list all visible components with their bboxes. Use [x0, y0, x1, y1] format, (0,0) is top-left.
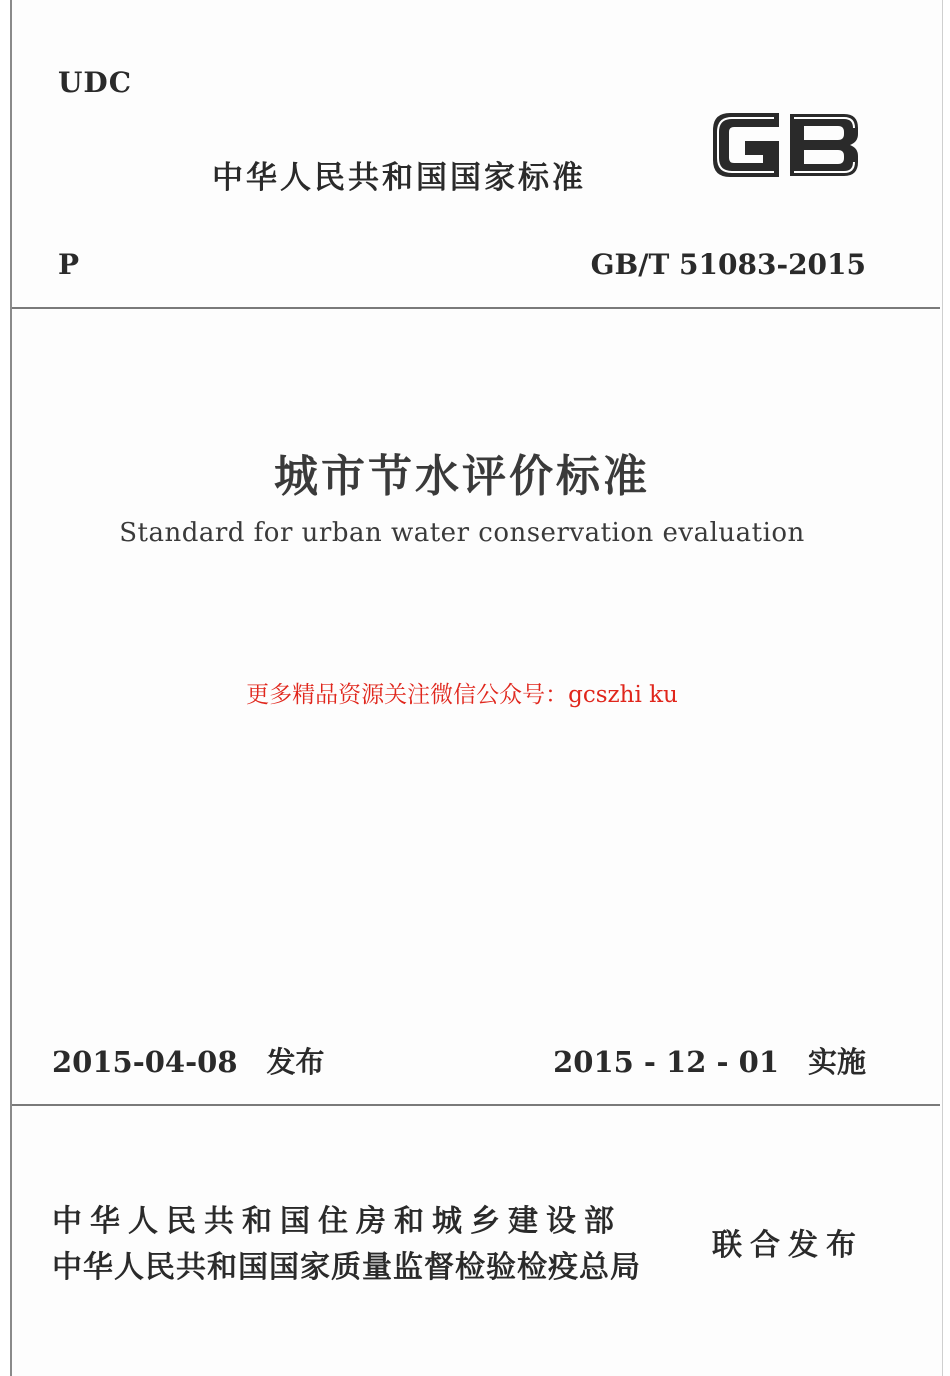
issuer-administration: 中华人民共和国国家质量监督检验检疫总局: [52, 1250, 641, 1285]
gb-logo-icon: [700, 100, 870, 190]
issuer-ministry: 中华人民共和国住房和城乡建设部: [52, 1204, 622, 1239]
title-chinese: 城市节水评价标准: [274, 451, 650, 502]
title-english: Standard for urban water conservation evaluation: [119, 518, 805, 548]
udc-label: UDC: [58, 66, 132, 99]
standard-cover: [10, 0, 943, 1376]
standard-type: 中华人民共和国国家标准: [212, 160, 586, 196]
joint-issue-label: 联合发布: [712, 1228, 864, 1263]
bottom-divider: [12, 1104, 940, 1106]
standard-number: GB/T 51083-2015: [590, 248, 866, 281]
implementation-date: 2015 - 12 - 01 实施: [553, 1045, 866, 1079]
watermark-text: 更多精品资源关注微信公众号：gcszhi ku: [246, 682, 678, 708]
top-divider: [12, 307, 940, 309]
category-code: P: [58, 248, 80, 281]
issue-date: 2015-04-08 发布: [52, 1045, 325, 1079]
